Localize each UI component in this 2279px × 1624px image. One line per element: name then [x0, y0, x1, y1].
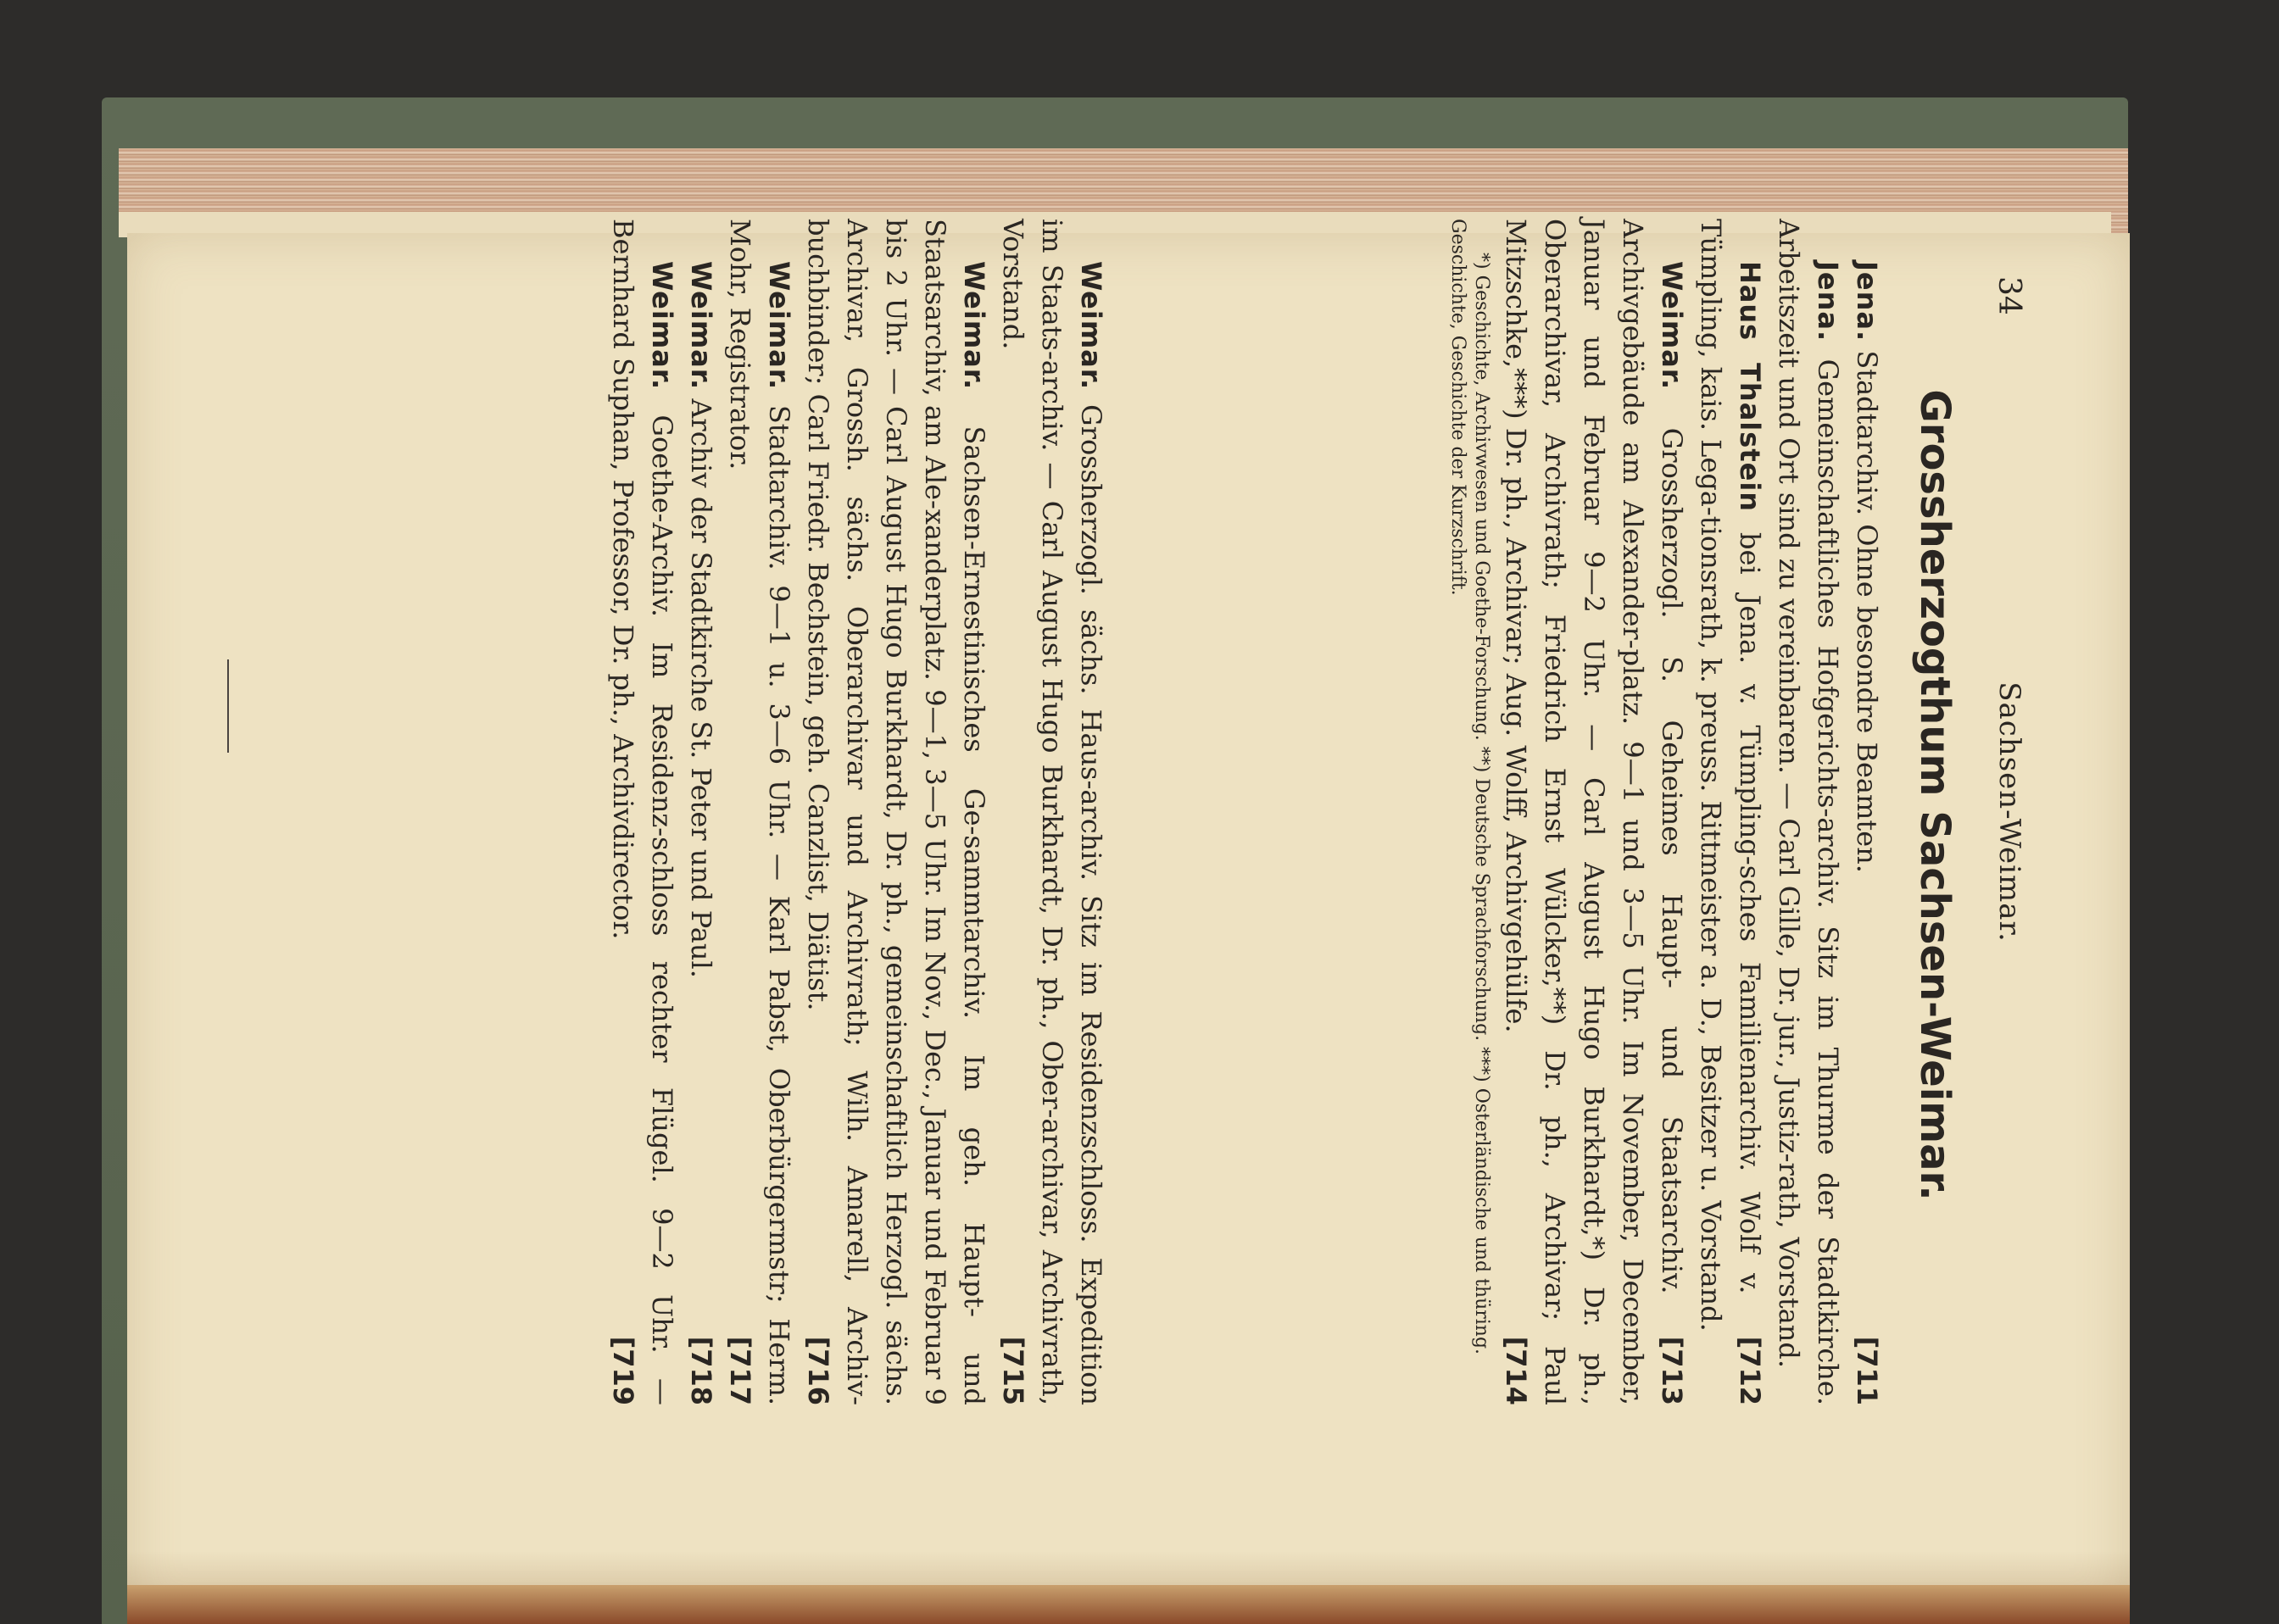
- entry-number: [713: [1656, 1336, 1688, 1405]
- entry-text: Stadtarchiv. 9—1 u. 3—6 Uhr. — Karl Pabst, Oberbürgermstr; Herm. Mohr, Registrator.: [724, 219, 795, 1406]
- running-title: Sachsen-Weimar.: [1992, 681, 2026, 943]
- entry-number: [712: [1734, 1336, 1766, 1405]
- entry-text: Grossherzogl. sächs. Haus-archiv. Sitz im Residenzschloss. Expedition im Staats-archiv. — Carl August Hugo Burkhardt, Dr. ph., Ober-archivar, Archivrath, Vorstand.: [997, 219, 1107, 1406]
- entry-place: Weimar.: [1656, 261, 1688, 391]
- entry-714: [1496, 219, 1691, 1405]
- entry-number: [711: [1851, 1336, 1883, 1405]
- entry-place: Jena.: [1851, 261, 1883, 342]
- entry-place: Weimar.: [958, 261, 990, 391]
- entry-text: Archiv der Stadtkirche St. Peter und Paul.: [685, 398, 717, 978]
- entry-719: [604, 219, 682, 1405]
- entry-716: [799, 219, 994, 1405]
- entry-number: [714: [1500, 1336, 1532, 1405]
- entry-place: Weimar.: [763, 261, 795, 391]
- entry-number: [717: [724, 1336, 756, 1405]
- entry-text: Goethe-Archiv. Im Residenz-schloss rechter Flügel. 9—2 Uhr. — Bernhard Suphan, Professor, Dr. ph., Archivdirector.: [607, 219, 678, 1406]
- entry-text: Sachsen-Ernestinisches Ge-sammtarchiv. Im geh. Haupt- und Staatsarchiv, am Ale-xanderplatz. 9—1, 3—5 Uhr. Im Nov., Dec., Januar und Februar 9 bis 2 Uhr. — Carl August Hugo Burkhardt, Dr. ph., gemeinschaftlich Herzogl. sächs. Archivar, Grossh. sächs. Oberarchivar und Archivrath; Wilh. Amarell, Archiv-buchbinder; Carl Friedr. Bechstein, geh. Canzlist, Diätist.: [802, 219, 990, 1406]
- entry-717: [721, 219, 799, 1405]
- entry-place: Weimar.: [685, 261, 717, 391]
- entry-text: bei Jena. v. Tümpling-sches Familienarchiv. Wolf v. Tümpling, kais. Lega-tionsrath, k. preuss. Rittmeister a. D., Besitzer u. Vorstand.: [1695, 219, 1766, 1332]
- entry-number: [719: [607, 1336, 639, 1405]
- entry-715: [994, 219, 1111, 1405]
- end-rule: [227, 659, 229, 753]
- entry-711: [1847, 219, 1886, 1405]
- section-title: Grossherzogthum Sachsen-Weimar.: [1911, 389, 1959, 1201]
- entry-number: [715: [997, 1336, 1029, 1405]
- entry-text: Grossherzogl. S. Geheimes Haupt- und Staatsarchiv. Archivgebäude am Alexander-platz. 9—1 und 3—5 Uhr. Im November, December, Januar und Februar 9—2 Uhr. — Carl August Hugo Burkhardt,*) Dr. ph., Oberarchivar, Archivrath; Friedrich Ernst Wülcker,**) Dr. ph., Archivar; Paul Mitzschke,***) Dr. ph., Archivar; Aug. Wolff, Archivgehülfe.: [1500, 219, 1688, 1405]
- entries-left: [1446, 219, 1886, 1405]
- entry-place: Weimar.: [646, 261, 678, 391]
- entry-place: Jena.: [1812, 261, 1844, 342]
- rotated-page-content: [170, 151, 2077, 1473]
- entries-right: [604, 219, 1111, 1405]
- entry-718: [682, 219, 721, 1405]
- entry-text: Stadtarchiv. Ohne besondre Beamten.: [1851, 350, 1883, 873]
- entry-place: Haus Thalstein: [1734, 261, 1766, 513]
- entry-place: Weimar.: [1075, 261, 1107, 391]
- entry-number: [718: [685, 1336, 717, 1405]
- page-number: 34: [1992, 276, 2026, 315]
- footnote: *) Geschichte, Archivwesen und Goethe-Forschung. **) Deutsche Sprachforschung. ***) Osterländische und thüring. Geschichte, Geschichte der Kurzschrift.: [1447, 219, 1492, 1355]
- text-columns: [602, 185, 1959, 1405]
- entry-text: Gemeinschaftliches Hofgerichts-archiv. Sitz im Thurme der Stadtkirche. Arbeitszeit und Ort sind zu vereinbaren. — Carl Gille, Dr. jur., Justiz-rath, Vorstand.: [1773, 219, 1844, 1406]
- running-head: [1984, 151, 2026, 1473]
- book-gutter: [127, 1585, 2130, 1624]
- entry-number: [716: [802, 1336, 834, 1405]
